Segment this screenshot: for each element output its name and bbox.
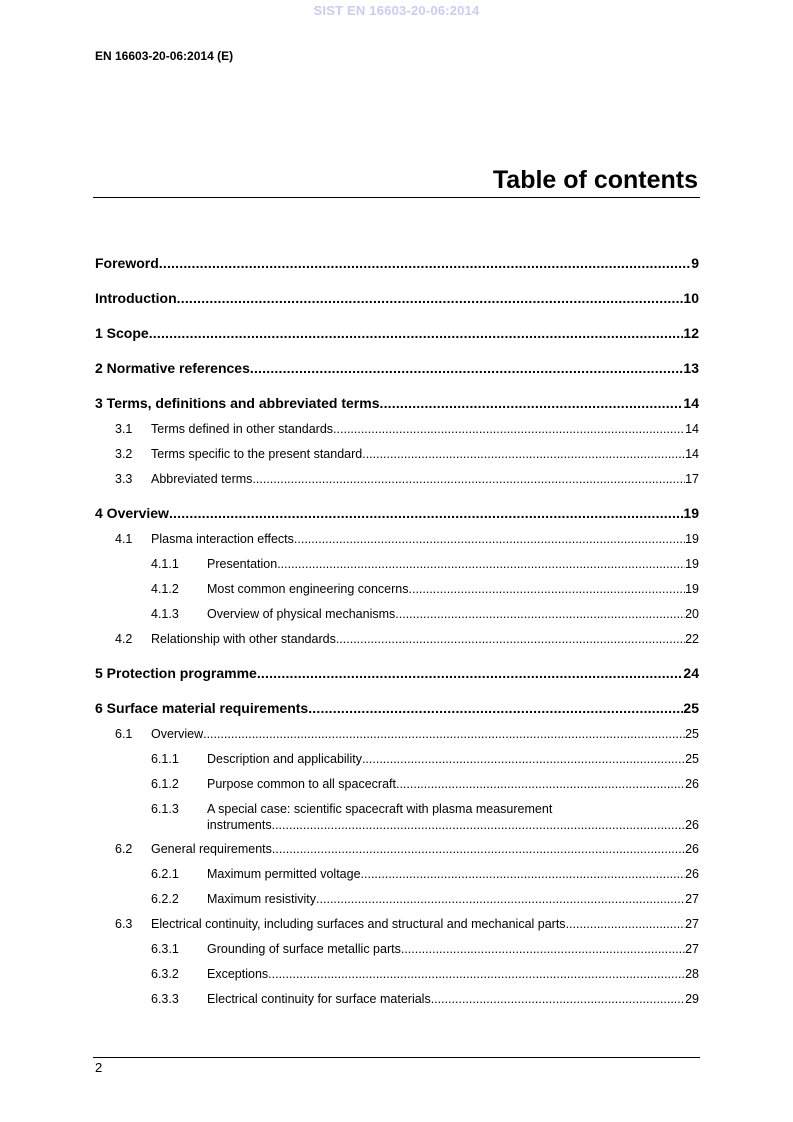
toc-entry-page: 26: [685, 777, 699, 791]
toc-entry-label: Description and applicability: [207, 752, 362, 766]
toc-entry-number: 6.3.1: [151, 942, 179, 956]
toc-entry[interactable]: [95, 776, 699, 793]
dot-leader: [169, 504, 683, 523]
dot-leader: [395, 606, 685, 623]
toc-entry-label: Terms specific to the present standard: [151, 447, 363, 461]
toc-entry-page: 26: [685, 818, 699, 832]
toc-entry[interactable]: [95, 531, 699, 548]
toc-entry-page: 22: [685, 632, 699, 646]
toc-entry-label: Presentation: [207, 557, 278, 571]
dot-leader: [159, 254, 691, 273]
dot-leader: [362, 751, 685, 768]
dot-leader: [401, 941, 685, 958]
toc-entry-page: 27: [685, 892, 699, 906]
toc-entry-page: 13: [683, 360, 699, 376]
toc-entry[interactable]: [95, 631, 699, 648]
dot-leader: [257, 664, 684, 683]
dot-leader: [272, 817, 685, 833]
toc-entry[interactable]: [95, 801, 699, 833]
watermark: SIST EN 16603-20-06:2014: [313, 3, 480, 18]
dot-leader: [308, 699, 683, 718]
dot-leader: [294, 531, 685, 548]
toc-entry[interactable]: [95, 941, 699, 958]
toc-entry-page: 25: [683, 700, 699, 716]
dot-leader: [252, 471, 685, 488]
toc-entry-number: 4.1.1: [151, 557, 179, 571]
dot-leader: [203, 726, 685, 743]
toc-entry-page: 26: [685, 842, 699, 856]
toc-entry-label: 2 Normative references: [95, 360, 250, 376]
toc-entry-label: Abbreviated terms: [151, 472, 253, 486]
dot-leader: [361, 866, 686, 883]
toc-entry[interactable]: [95, 726, 699, 743]
toc-entry[interactable]: [95, 504, 699, 523]
toc-entry-number: 4.1.2: [151, 582, 179, 596]
toc-entry-number: 6.3.2: [151, 967, 179, 981]
dot-leader: [250, 359, 684, 378]
toc-entry-page: 12: [683, 325, 699, 341]
toc-entry-label: A special case: scientific spacecraft with plasma measurement: [207, 802, 553, 816]
dot-leader: [379, 394, 683, 413]
toc-entry-page: 17: [685, 472, 699, 486]
toc-entry-number: 6.2.1: [151, 867, 179, 881]
toc-entry-page: 19: [685, 532, 699, 546]
toc-entry[interactable]: [95, 991, 699, 1008]
toc-entry-number: 6.1.2: [151, 777, 179, 791]
toc-entry-label: Foreword: [95, 255, 159, 271]
toc-entry[interactable]: [95, 664, 699, 683]
toc-entry[interactable]: [95, 556, 699, 573]
toc-entry-number: 6.1.3: [151, 802, 179, 816]
toc-entry[interactable]: [95, 254, 699, 273]
toc-entry-page: 19: [683, 505, 699, 521]
toc-entry-number: 6.1.1: [151, 752, 179, 766]
toc-entry-label: Introduction: [95, 290, 177, 306]
document-id: EN 16603-20-06:2014 (E): [95, 49, 234, 63]
dot-leader: [149, 324, 684, 343]
toc-entry[interactable]: [95, 289, 699, 308]
toc-entry-page: 10: [683, 290, 699, 306]
toc-entry-page: 26: [685, 867, 699, 881]
toc-entry-page: 28: [685, 967, 699, 981]
toc-entry-label: Overview of physical mechanisms: [207, 607, 396, 621]
toc-entry-number: 6.2.2: [151, 892, 179, 906]
toc-entry[interactable]: [95, 751, 699, 768]
toc-entry-label: Most common engineering concerns: [207, 582, 409, 596]
toc-entry-label: 5 Protection programme: [95, 665, 257, 681]
toc-entry-label: Electrical continuity for surface materials: [207, 992, 431, 1006]
toc-entry-page: 25: [685, 752, 699, 766]
toc-entry-number: 4.1.3: [151, 607, 179, 621]
toc-entry[interactable]: [95, 471, 699, 488]
page-number: 2: [95, 1060, 103, 1075]
toc-entry-number: 4.2: [115, 632, 133, 646]
toc-entry-page: 19: [685, 582, 699, 596]
toc-entry[interactable]: [95, 359, 699, 378]
toc-entry-label: Exceptions: [207, 967, 269, 981]
toc-entry-label: Grounding of surface metallic parts: [207, 942, 401, 956]
toc-entry-number: 3.1: [115, 422, 133, 436]
toc-entry-page: 27: [685, 917, 699, 931]
toc-entry-number: 3.2: [115, 447, 133, 461]
dot-leader: [268, 966, 685, 983]
toc-entry-label: Electrical continuity, including surfaces and structural and mechanical parts: [151, 917, 566, 931]
toc-entry-label: General requirements: [151, 842, 272, 856]
dot-leader: [277, 556, 685, 573]
toc-entry-label: Maximum resistivity: [207, 892, 317, 906]
toc-entry[interactable]: [95, 966, 699, 983]
table-of-contents: [95, 254, 699, 1008]
toc-entry-label: Terms defined in other standards: [151, 422, 334, 436]
toc-entry-label: Relationship with other standards: [151, 632, 336, 646]
dot-leader: [409, 581, 686, 598]
toc-entry-page: 14: [685, 422, 699, 436]
dot-leader: [316, 891, 685, 908]
toc-entry[interactable]: [95, 581, 699, 598]
toc-entry-number: 6.2: [115, 842, 133, 856]
toc-entry[interactable]: [95, 606, 699, 623]
toc-entry-label-continued: instruments: [207, 818, 272, 832]
toc-entry-page: 24: [683, 665, 699, 681]
toc-entry-page: 25: [685, 727, 699, 741]
toc-entry-label: Overview: [151, 727, 204, 741]
toc-entry-number: 6.3.3: [151, 992, 179, 1006]
toc-entry-page: 19: [685, 557, 699, 571]
dot-leader: [431, 991, 685, 1008]
toc-entry[interactable]: [95, 891, 699, 908]
dot-leader: [396, 776, 685, 793]
dot-leader: [272, 841, 685, 858]
toc-entry-label: Maximum permitted voltage: [207, 867, 361, 881]
toc-entry-page: 27: [685, 942, 699, 956]
dot-leader: [336, 631, 685, 648]
toc-entry-label: 1 Scope: [95, 325, 149, 341]
toc-entry[interactable]: [95, 394, 699, 413]
toc-entry-page: 29: [685, 992, 699, 1006]
toc-entry[interactable]: [95, 866, 699, 883]
toc-entry-page: 14: [685, 447, 699, 461]
toc-entry[interactable]: [95, 446, 699, 463]
toc-entry[interactable]: [95, 324, 699, 343]
dot-leader: [333, 421, 685, 438]
dot-leader: [177, 289, 684, 308]
title-divider: [93, 197, 700, 198]
toc-entry-number: 6.3: [115, 917, 133, 931]
toc-entry-page: 9: [691, 255, 699, 271]
toc-entry[interactable]: [95, 916, 699, 933]
toc-entry-number: 4.1: [115, 532, 133, 546]
page-title: Table of contents: [492, 166, 698, 194]
toc-entry-number: 3.3: [115, 472, 133, 486]
toc-entry-number: 6.1: [115, 727, 133, 741]
toc-entry-page: 20: [685, 607, 699, 621]
dot-leader: [566, 916, 686, 933]
dot-leader: [362, 446, 685, 463]
toc-entry-label: 4 Overview: [95, 505, 169, 521]
footer-divider: [93, 1057, 700, 1058]
toc-entry[interactable]: [95, 421, 699, 438]
toc-entry-label: Plasma interaction effects: [151, 532, 294, 546]
toc-entry-label: 6 Surface material requirements: [95, 700, 309, 716]
toc-entry-page: 14: [683, 395, 699, 411]
toc-entry[interactable]: [95, 699, 699, 718]
toc-entry-label: Purpose common to all spacecraft: [207, 777, 396, 791]
toc-entry-label: 3 Terms, definitions and abbreviated terms: [95, 395, 380, 411]
toc-entry[interactable]: [95, 841, 699, 858]
